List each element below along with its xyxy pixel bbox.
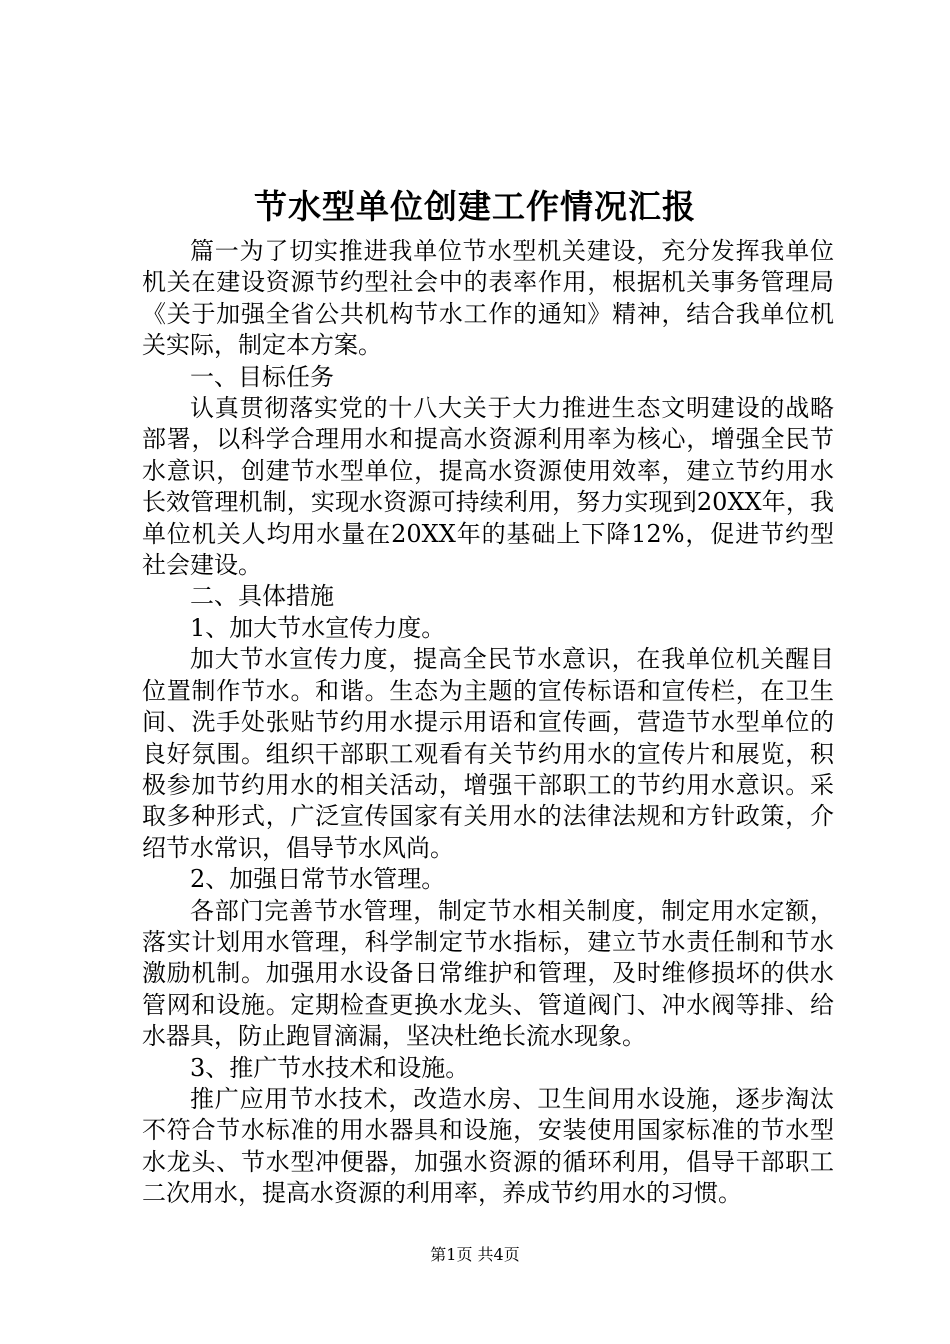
subheading-technology: 3、推广节水技术和设施。 [190,1053,470,1082]
paragraph-publicity: 加大节水宣传力度，提高全民节水意识，在我单位机关醒目位置制作节水。和谐。生态为主题的宣传标语和宣传栏，在卫生间、洗手处张贴节约用水提示用语和宣传画，营造节水型单位的良好氛围。组织干部职工观看有关节约用水的宣传片和展览，积极参加节约用水的相关活动，增强干部职工的节约用水意识。采取多种形式，广泛宣传国家有关用水的法律法规和方针政策，介绍节水常识，倡导节水风尚。 [142,645,834,862]
paragraph-goals: 认真贯彻落实党的十八大关于大力推进生态文明建设的战略部署，以科学合理用水和提高水资源利用率为核心，增强全民节水意识，创建节水型单位，提高水资源使用效率，建立节约用水长效管理机制，实现水资源可持续利用，努力实现到20XX年，我单位机关人均用水量在20XX年的基础上下降12%，促进节约型社会建设。 [142,394,834,580]
page-number-footer: 第1页 共4页 [430,1245,520,1264]
subheading-management: 2、加强日常节水管理。 [190,865,446,894]
document-title: 节水型单位创建工作情况汇报 [254,187,696,226]
section-heading-measures: 二、具体措施 [190,582,334,611]
paragraph-technology: 推广应用节水技术，改造水房、卫生间用水设施，逐步淘汰不符合节水标准的用水器具和设施，安装使用国家标准的节水型水龙头、节水型冲便器，加强水资源的循环利用，倡导干部职工二次用水，提高水资源的利用率，养成节约用水的习惯。 [142,1084,834,1208]
paragraph-intro: 篇一为了切实推进我单位节水型机关建设，充分发挥我单位机关在建设资源节约型社会中的表率作用，根据机关事务管理局《关于加强全省公共机构节水工作的通知》精神，结合我单位机关实际，制定本方案。 [142,237,834,360]
section-heading-goals: 一、目标任务 [190,362,334,391]
paragraph-management: 各部门完善节水管理，制定节水相关制度，制定用水定额，落实计划用水管理，科学制定节水指标，建立节水责任制和节水激励机制。加强用水设备日常维护和管理，及时维修损坏的供水管网和设施。定期检查更换水龙头、管道阀门、冲水阀等排、给水器具，防止跑冒滴漏，坚决杜绝长流水现象。 [142,896,834,1051]
subheading-publicity: 1、加大节水宣传力度。 [190,613,446,642]
document-body [142,236,834,1210]
